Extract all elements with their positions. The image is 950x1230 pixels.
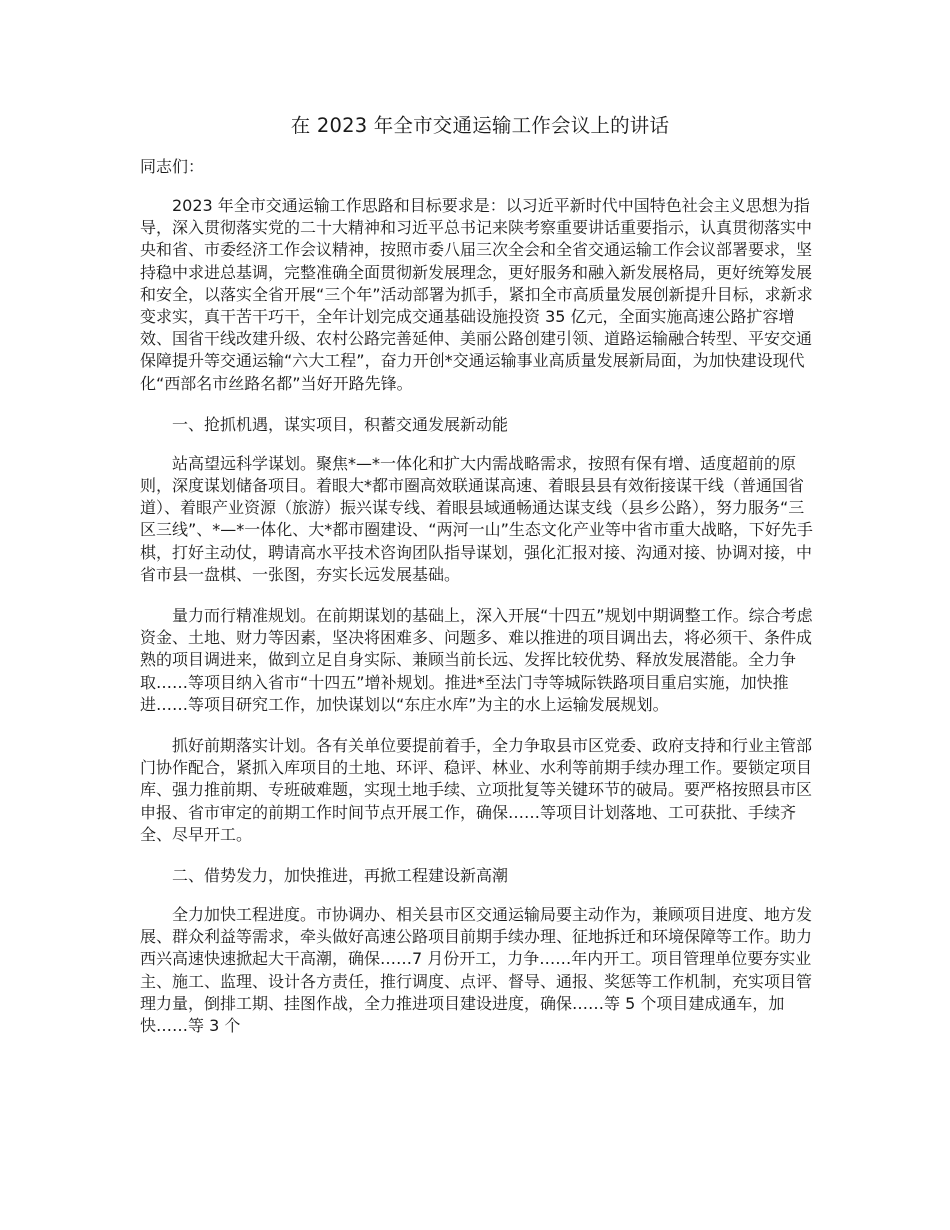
document-page xyxy=(140,112,820,1056)
paragraph: 量力而行精准规划。在前期谋划的基础上，深入开展“十四五”规划中期调整工作。综合考虑资金、土地、财力等因素，坚决将困难多、问题多、难以推进的项目调出去，将必须干、条件成熟的项目调进来，做到立足自身实际、兼顾当前长远、发挥比较优势、释放发展潜能。全力争取……等项目纳入省市“十四五”增补规划。推进*至法门寺等城际铁路项目重启实施，加快推进……等项目研究工作，加快谋划以“东庄水库”为主的水上运输发展规划。 xyxy=(140,606,813,714)
paragraph: 站高望远科学谋划。聚焦*—*一体化和扩大内需战略需求，按照有保有增、适度超前的原则，深度谋划储备项目。着眼大*都市圈高效联通谋高速、着眼县县有效衔接谋干线（普通国省道）、着眼产业资源（旅游）振兴谋专线、着眼县域通畅通达谋支线（县乡公路），努力服务“三区三线”、*—*一体化、大*都市圈建设、“两河一山”生态文化产业等中省市重大战略，下好先手棋，打好主动仗，聘请高水平技术咨询团队指导谋划，强化汇报对接、沟通对接、协调对接，中省市县一盘棋、一张图，夯实长远发展基础。 xyxy=(140,453,813,584)
section-heading: 二、借势发力，加快推进，再掀工程建设新高潮 xyxy=(172,866,509,886)
document-title: 在 2023 年全市交通运输工作会议上的讲话 xyxy=(290,114,670,137)
paragraph: 抓好前期落实计划。各有关单位要提前着手，全力争取县市区党委、政府支持和行业主管部门协作配合，紧抓入库项目的土地、环评、稳评、林业、水利等前期手续办理工作。要锁定项目库、强力推前期、专班破难题，实现土地手续、立项批复等关键环节的破局。要严格按照县市区申报、省市审定的前期工作时间节点开展工作，确保……等项目计划落地、工可获批、手续齐全、尽早开工。 xyxy=(140,736,813,844)
paragraph: 2023 年全市交通运输工作思路和目标要求是：以习近平新时代中国特色社会主义思想为指导，深入贯彻落实党的二十大精神和习近平总书记来陕考察重要讲话重要指示，认真贯彻落实中央和省、市委经济工作会议精神，按照市委八届三次全会和全省交通运输工作会议部署要求，坚持稳中求进总基调，完整准确全面贯彻新发展理念，更好服务和融入新发展格局，更好统筹发展和安全，以落实全省开展“三个年”活动部署为抓手，紧扣全市高质量发展创新提升目标，求新求变求实，真干苦干巧干，全年计划完成交通基础设施投资 35 亿元，全面实施高速公路扩容增效、国省干线改建升级、农村公路完善延伸、美丽公路创建引领、道路运输融合转型、平安交通保障提升等交通运输“六大工程”，奋力开创*交通运输事业高质量发展新局面，为加快建设现代化“西部名市丝路名都”当好开路先锋。 xyxy=(140,196,813,393)
section-heading: 一、抢抓机遇，谋实项目，积蓄交通发展新动能 xyxy=(172,414,509,434)
salutation: 同志们： xyxy=(140,157,205,176)
paragraph: 全力加快工程进度。市协调办、相关县市区交通运输局要主动作为，兼顾项目进度、地方发展、群众利益等需求，牵头做好高速公路项目前期手续办理、征地拆迁和环境保障等工作。助力西兴高速快速掀起大干高潮，确保……7 月份开工，力争……年内开工。项目管理单位要夯实业主、施工、监理、设计各方责任，推行调度、点评、督导、通报、奖惩等工作机制，充实项目管理力量，倒排工期、挂图作战，全力推进项目建设进度，确保……等 5 个项目建成通车，加快……等 3 个 xyxy=(140,905,813,1036)
